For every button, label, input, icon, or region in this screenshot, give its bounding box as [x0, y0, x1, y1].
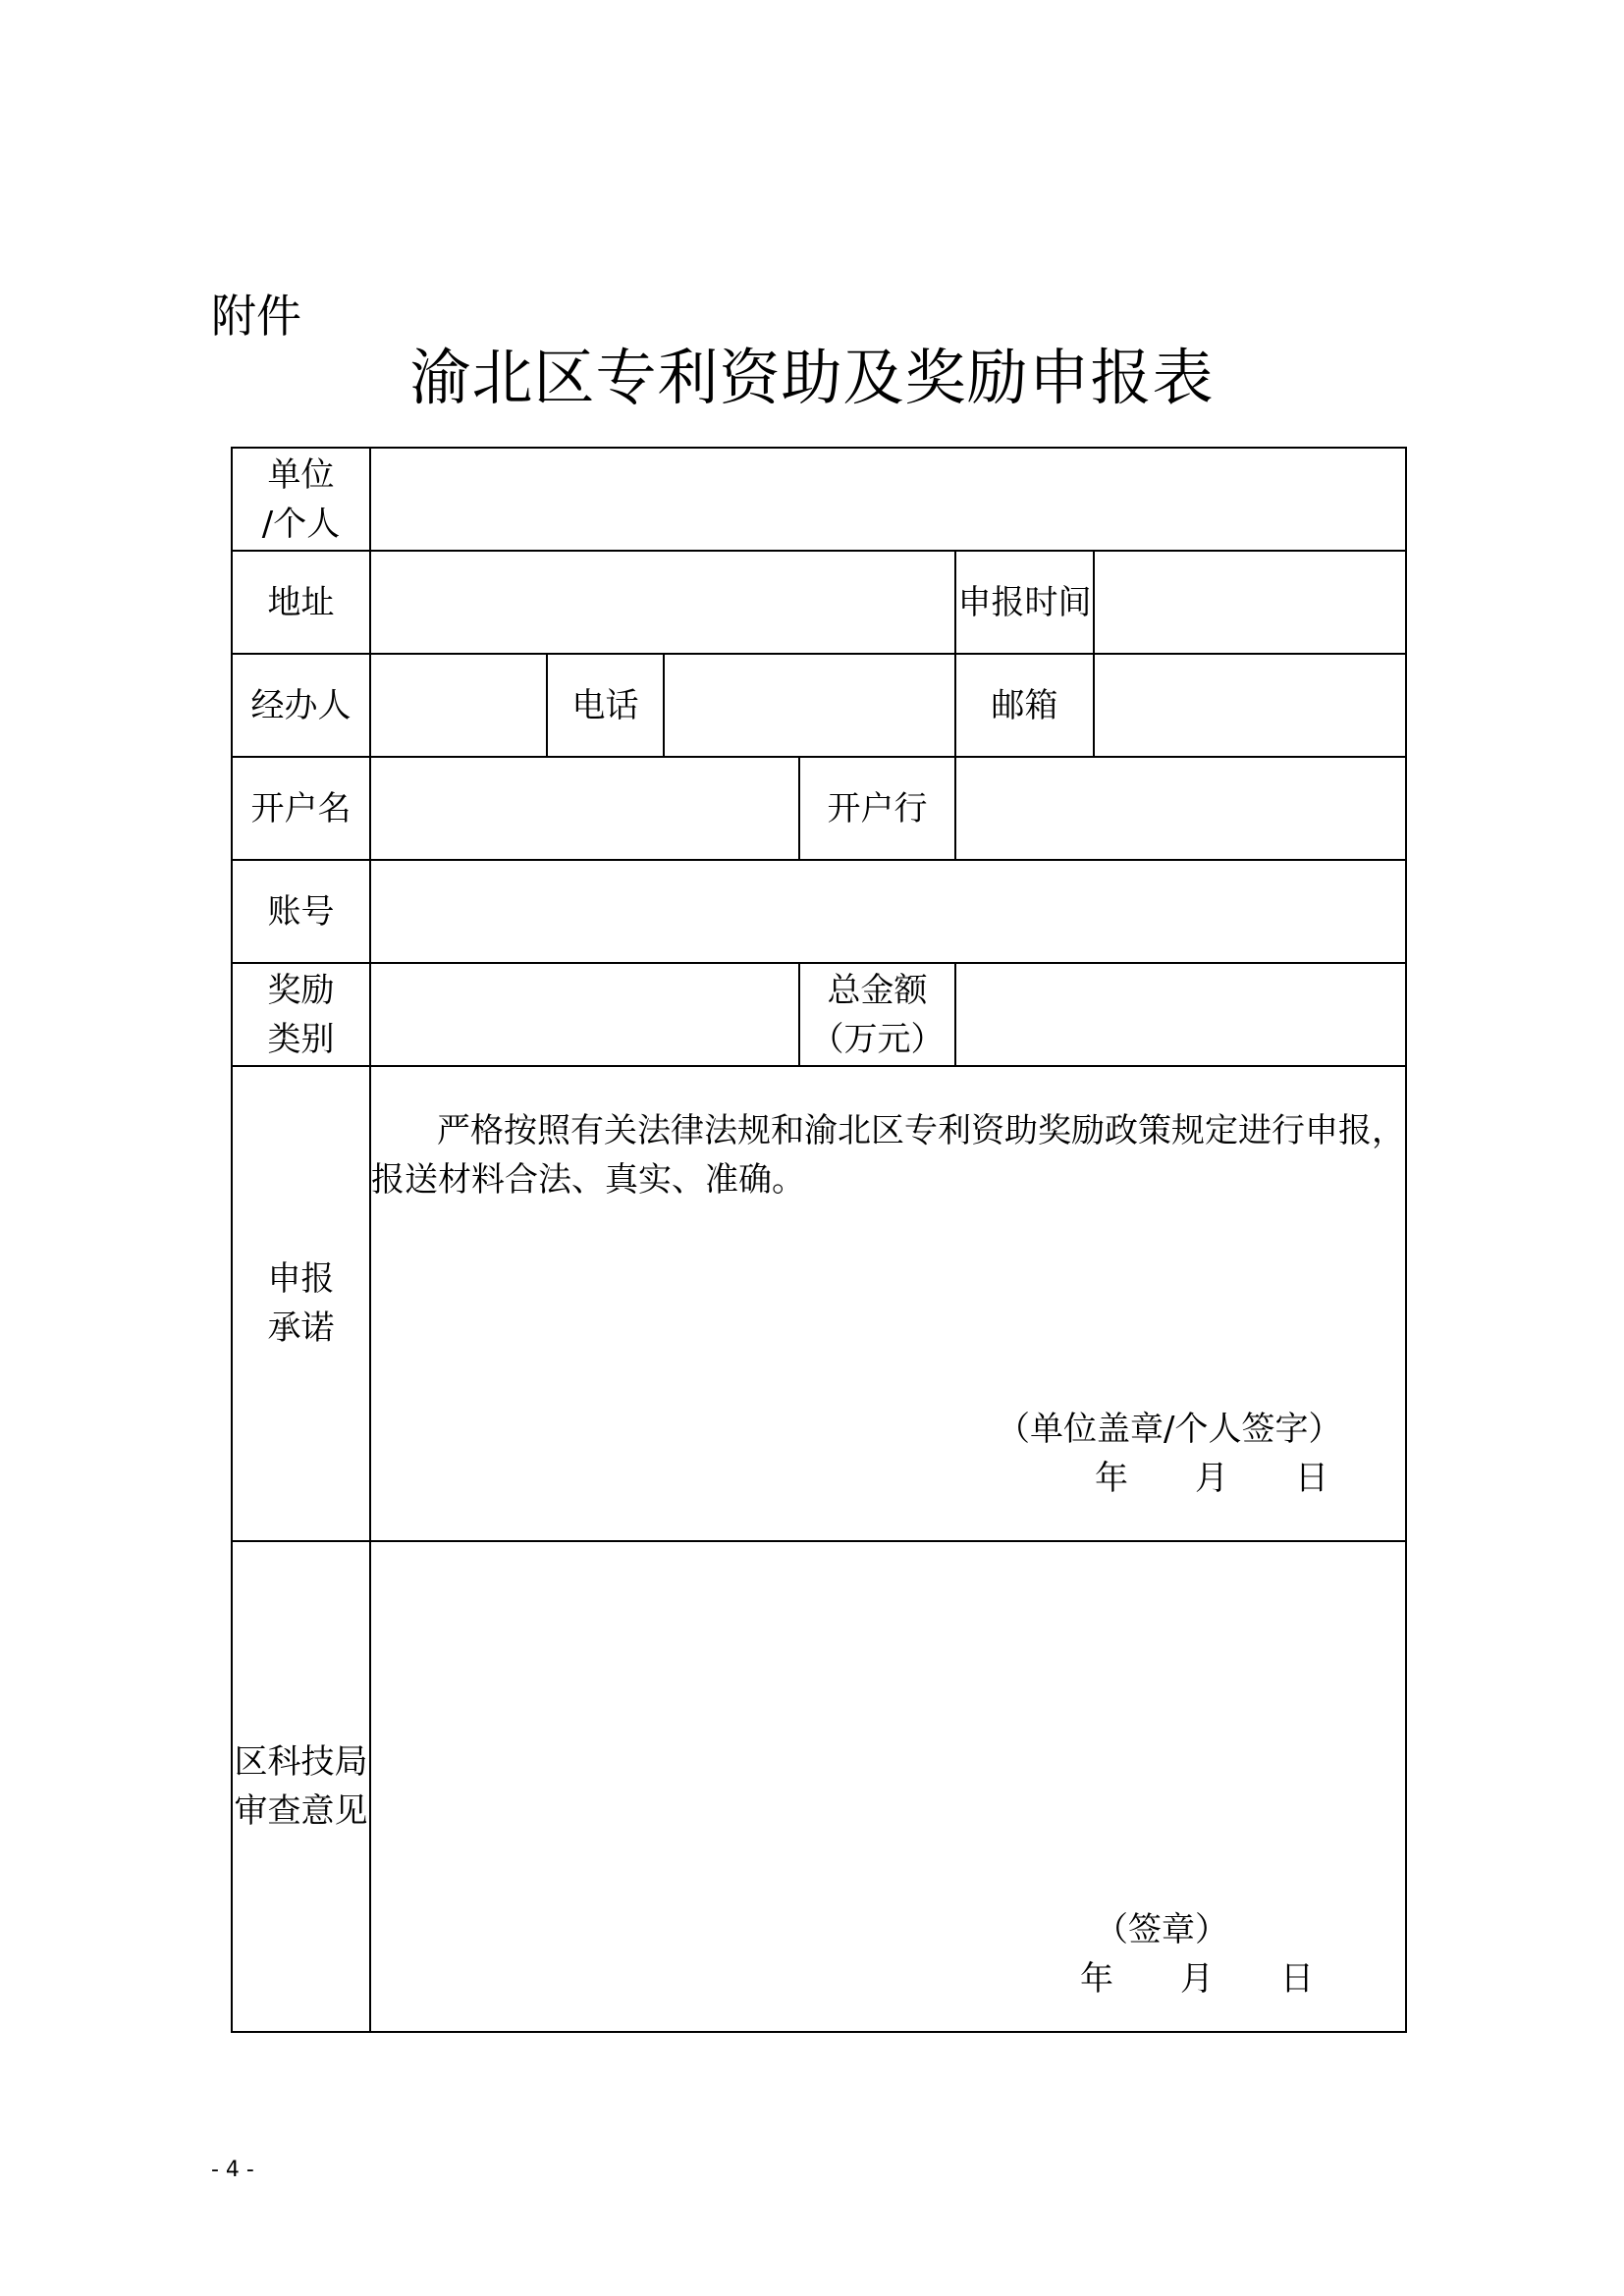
- label-handler: 经办人: [250, 685, 352, 725]
- label-address: 地址: [267, 582, 335, 622]
- address-field[interactable]: [371, 552, 954, 653]
- account-number-field[interactable]: [371, 861, 1405, 962]
- application-form-table: [231, 447, 1407, 2033]
- page-number: - 4 -: [211, 2158, 254, 2182]
- label-commitment: 申报 承诺: [267, 1259, 335, 1348]
- label-phone: 电话: [571, 685, 639, 725]
- label-unit-person: 单位 /个人: [261, 454, 341, 544]
- label-bank: 开户行: [827, 788, 928, 828]
- review-seal-note: （签章）: [1095, 1910, 1228, 1949]
- award-type-field[interactable]: [371, 964, 798, 1065]
- unit-person-field[interactable]: [371, 449, 1405, 550]
- table-border-right: [1405, 447, 1407, 2033]
- bank-field[interactable]: [956, 758, 1405, 859]
- commitment-text-line1: 严格按照有关法律法规和渝北区专利资助奖励政策规定进行申报，: [437, 1111, 1405, 1150]
- attachment-label: 附件: [211, 290, 301, 343]
- email-field[interactable]: [1095, 655, 1405, 756]
- commitment-text-line2: 报送材料合法、真实、准确。: [371, 1160, 805, 1200]
- label-award-type: 奖励 类别: [267, 970, 335, 1059]
- table-border-bottom: [231, 2031, 1407, 2033]
- account-name-field[interactable]: [371, 758, 798, 859]
- label-review-opinion: 区科技局 审查意见: [234, 1742, 368, 1831]
- total-amount-field[interactable]: [956, 964, 1405, 1065]
- row-divider: [231, 1065, 1407, 1067]
- handler-field[interactable]: [371, 655, 546, 756]
- phone-field[interactable]: [665, 655, 954, 756]
- label-account-name: 开户名: [250, 788, 352, 828]
- label-total-amount: 总金额 （万元）: [810, 970, 945, 1059]
- seal-signature-note: （单位盖章/个人签字）: [997, 1410, 1342, 1449]
- page-title: 渝北区专利资助及奖励申报表: [409, 342, 1215, 413]
- label-apply-time: 申报时间: [957, 582, 1092, 622]
- label-account-number: 账号: [267, 891, 335, 932]
- review-date: 年 月 日: [1080, 1959, 1314, 1999]
- apply-time-field[interactable]: [1095, 552, 1405, 653]
- label-email: 邮箱: [991, 685, 1058, 725]
- commitment-date: 年 月 日: [1095, 1459, 1328, 1498]
